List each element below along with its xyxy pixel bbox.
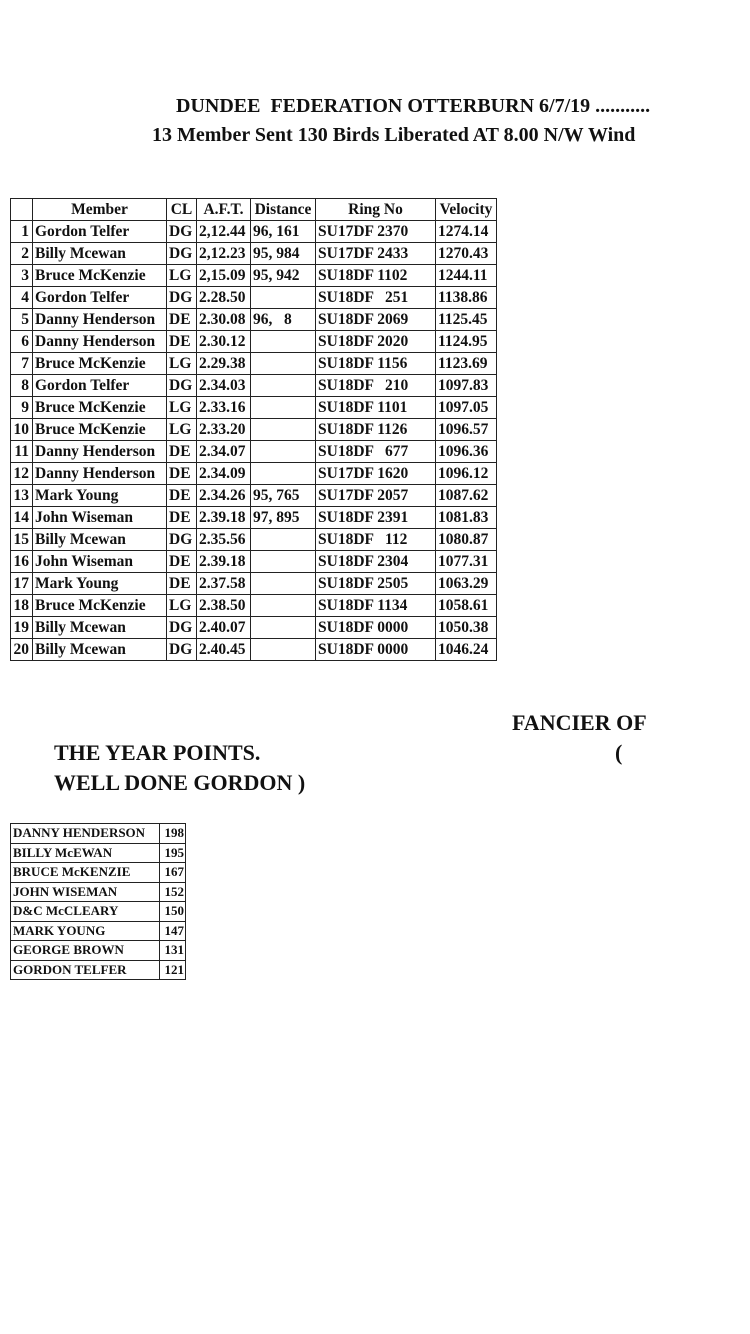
table-row <box>11 287 497 309</box>
cell-cl: DE <box>167 485 197 507</box>
race-subtitle: 13 Member Sent 130 Birds Liberated AT 8.00 N/W Wind <box>152 124 636 146</box>
cell-ring-no: SU18DF 2505 <box>316 573 436 595</box>
cell-velocity: 1274.14 <box>436 221 497 243</box>
cell-ring-no: SU18DF 1134 <box>316 595 436 617</box>
table-row <box>11 639 497 661</box>
table-row <box>11 595 497 617</box>
cell-distance: 97, 895 <box>251 507 316 529</box>
col-cl: CL <box>167 199 197 221</box>
cell-member: Gordon Telfer <box>33 221 167 243</box>
col-position <box>11 199 33 221</box>
points-member: GEORGE BROWN <box>11 941 160 961</box>
cell-distance <box>251 397 316 419</box>
cell-aft: 2.29.38 <box>197 353 251 375</box>
cell-member: Danny Henderson <box>33 309 167 331</box>
cell-velocity: 1097.83 <box>436 375 497 397</box>
cell-velocity: 1081.83 <box>436 507 497 529</box>
cell-cl: LG <box>167 419 197 441</box>
col-velocity: Velocity <box>436 199 497 221</box>
cell-velocity: 1138.86 <box>436 287 497 309</box>
cell-position: 8 <box>11 375 33 397</box>
cell-aft: 2.33.16 <box>197 397 251 419</box>
cell-member: Danny Henderson <box>33 331 167 353</box>
table-row <box>11 485 497 507</box>
cell-aft: 2.39.18 <box>197 507 251 529</box>
cell-position: 2 <box>11 243 33 265</box>
points-row <box>11 863 186 883</box>
col-member: Member <box>33 199 167 221</box>
cell-cl: DE <box>167 441 197 463</box>
points-value: 152 <box>160 882 186 902</box>
cell-aft: 2.34.09 <box>197 463 251 485</box>
col-distance: Distance <box>251 199 316 221</box>
cell-distance: 95, 942 <box>251 265 316 287</box>
cell-aft: 2,12.44 <box>197 221 251 243</box>
cell-ring-no: SU18DF 677 <box>316 441 436 463</box>
cell-velocity: 1096.12 <box>436 463 497 485</box>
cell-aft: 2.34.07 <box>197 441 251 463</box>
table-row <box>11 529 497 551</box>
cell-aft: 2.30.08 <box>197 309 251 331</box>
cell-member: Gordon Telfer <box>33 287 167 309</box>
cell-position: 6 <box>11 331 33 353</box>
cell-ring-no: SU18DF 2020 <box>316 331 436 353</box>
cell-aft: 2.28.50 <box>197 287 251 309</box>
table-row <box>11 309 497 331</box>
cell-distance: 95, 984 <box>251 243 316 265</box>
points-member: MARK YOUNG <box>11 921 160 941</box>
points-member: DANNY HENDERSON <box>11 824 160 844</box>
points-value: 195 <box>160 843 186 863</box>
cell-cl: DE <box>167 309 197 331</box>
cell-velocity: 1124.95 <box>436 331 497 353</box>
fancier-heading-line3: WELL DONE GORDON ) <box>54 770 306 795</box>
cell-aft: 2.39.18 <box>197 551 251 573</box>
cell-velocity: 1096.57 <box>436 419 497 441</box>
cell-aft: 2.38.50 <box>197 595 251 617</box>
table-row <box>11 243 497 265</box>
table-row <box>11 375 497 397</box>
cell-ring-no: SU18DF 251 <box>316 287 436 309</box>
cell-velocity: 1046.24 <box>436 639 497 661</box>
points-row <box>11 902 186 922</box>
table-row <box>11 221 497 243</box>
cell-distance <box>251 595 316 617</box>
cell-position: 12 <box>11 463 33 485</box>
table-row <box>11 353 497 375</box>
cell-member: Gordon Telfer <box>33 375 167 397</box>
cell-member: Bruce McKenzie <box>33 595 167 617</box>
cell-aft: 2.40.07 <box>197 617 251 639</box>
cell-ring-no: SU17DF 2433 <box>316 243 436 265</box>
table-row <box>11 507 497 529</box>
cell-cl: DG <box>167 221 197 243</box>
cell-cl: DG <box>167 529 197 551</box>
cell-distance <box>251 353 316 375</box>
cell-cl: DG <box>167 639 197 661</box>
points-value: 198 <box>160 824 186 844</box>
cell-position: 16 <box>11 551 33 573</box>
points-row <box>11 843 186 863</box>
cell-ring-no: SU18DF 0000 <box>316 617 436 639</box>
cell-ring-no: SU17DF 2370 <box>316 221 436 243</box>
cell-cl: DE <box>167 463 197 485</box>
cell-ring-no: SU18DF 1101 <box>316 397 436 419</box>
results-header-row <box>11 199 497 221</box>
cell-member: Billy Mcewan <box>33 529 167 551</box>
cell-velocity: 1125.45 <box>436 309 497 331</box>
cell-cl: LG <box>167 265 197 287</box>
results-table <box>10 198 497 661</box>
cell-distance <box>251 639 316 661</box>
cell-ring-no: SU17DF 2057 <box>316 485 436 507</box>
cell-velocity: 1077.31 <box>436 551 497 573</box>
points-member: D&C McCLEARY <box>11 902 160 922</box>
cell-distance <box>251 573 316 595</box>
cell-distance <box>251 419 316 441</box>
cell-ring-no: SU18DF 112 <box>316 529 436 551</box>
table-row <box>11 419 497 441</box>
table-row <box>11 397 497 419</box>
cell-velocity: 1050.38 <box>436 617 497 639</box>
cell-velocity: 1080.87 <box>436 529 497 551</box>
points-member: JOHN WISEMAN <box>11 882 160 902</box>
cell-ring-no: SU18DF 2304 <box>316 551 436 573</box>
race-title: DUNDEE FEDERATION OTTERBURN 6/7/19 ........... <box>176 95 651 117</box>
points-member: GORDON TELFER <box>11 960 160 980</box>
cell-member: Danny Henderson <box>33 441 167 463</box>
cell-position: 19 <box>11 617 33 639</box>
cell-member: Bruce McKenzie <box>33 419 167 441</box>
cell-distance <box>251 287 316 309</box>
cell-member: Mark Young <box>33 573 167 595</box>
cell-member: Bruce McKenzie <box>33 265 167 287</box>
points-table <box>10 823 186 980</box>
cell-aft: 2,15.09 <box>197 265 251 287</box>
cell-member: John Wiseman <box>33 551 167 573</box>
fancier-paren-open: ( <box>615 740 623 765</box>
cell-ring-no: SU18DF 1126 <box>316 419 436 441</box>
cell-aft: 2.33.20 <box>197 419 251 441</box>
points-value: 121 <box>160 960 186 980</box>
cell-cl: LG <box>167 353 197 375</box>
cell-aft: 2.34.03 <box>197 375 251 397</box>
cell-member: Billy Mcewan <box>33 243 167 265</box>
cell-velocity: 1244.11 <box>436 265 497 287</box>
cell-distance <box>251 529 316 551</box>
table-row <box>11 551 497 573</box>
cell-ring-no: SU17DF 1620 <box>316 463 436 485</box>
cell-velocity: 1270.43 <box>436 243 497 265</box>
cell-distance <box>251 551 316 573</box>
cell-distance <box>251 441 316 463</box>
cell-position: 15 <box>11 529 33 551</box>
cell-cl: DG <box>167 243 197 265</box>
cell-distance <box>251 375 316 397</box>
table-row <box>11 617 497 639</box>
points-value: 150 <box>160 902 186 922</box>
cell-aft: 2.35.56 <box>197 529 251 551</box>
cell-cl: DG <box>167 617 197 639</box>
cell-position: 7 <box>11 353 33 375</box>
cell-cl: DG <box>167 375 197 397</box>
cell-cl: DE <box>167 573 197 595</box>
cell-distance: 96, 8 <box>251 309 316 331</box>
cell-ring-no: SU18DF 2391 <box>316 507 436 529</box>
cell-ring-no: SU18DF 1102 <box>316 265 436 287</box>
table-row <box>11 441 497 463</box>
cell-cl: DE <box>167 551 197 573</box>
cell-velocity: 1123.69 <box>436 353 497 375</box>
cell-position: 17 <box>11 573 33 595</box>
cell-member: Billy Mcewan <box>33 617 167 639</box>
points-member: BRUCE McKENZIE <box>11 863 160 883</box>
cell-position: 18 <box>11 595 33 617</box>
points-value: 167 <box>160 863 186 883</box>
points-row <box>11 882 186 902</box>
points-member: BILLY McEWAN <box>11 843 160 863</box>
cell-velocity: 1087.62 <box>436 485 497 507</box>
cell-position: 11 <box>11 441 33 463</box>
cell-aft: 2.37.58 <box>197 573 251 595</box>
cell-distance <box>251 331 316 353</box>
points-value: 147 <box>160 921 186 941</box>
cell-ring-no: SU18DF 0000 <box>316 639 436 661</box>
cell-cl: DE <box>167 331 197 353</box>
cell-cl: LG <box>167 397 197 419</box>
col-ring-no: Ring No <box>316 199 436 221</box>
cell-velocity: 1096.36 <box>436 441 497 463</box>
cell-position: 13 <box>11 485 33 507</box>
cell-member: Bruce McKenzie <box>33 353 167 375</box>
cell-aft: 2.34.26 <box>197 485 251 507</box>
cell-member: Danny Henderson <box>33 463 167 485</box>
cell-cl: DG <box>167 287 197 309</box>
cell-distance <box>251 463 316 485</box>
cell-position: 4 <box>11 287 33 309</box>
cell-position: 9 <box>11 397 33 419</box>
cell-distance: 95, 765 <box>251 485 316 507</box>
cell-velocity: 1097.05 <box>436 397 497 419</box>
cell-position: 5 <box>11 309 33 331</box>
cell-velocity: 1058.61 <box>436 595 497 617</box>
cell-position: 3 <box>11 265 33 287</box>
cell-aft: 2,12.23 <box>197 243 251 265</box>
points-row <box>11 941 186 961</box>
table-row <box>11 331 497 353</box>
col-aft: A.F.T. <box>197 199 251 221</box>
cell-aft: 2.30.12 <box>197 331 251 353</box>
points-row <box>11 921 186 941</box>
cell-ring-no: SU18DF 210 <box>316 375 436 397</box>
points-row <box>11 824 186 844</box>
table-row <box>11 265 497 287</box>
cell-member: Billy Mcewan <box>33 639 167 661</box>
cell-position: 14 <box>11 507 33 529</box>
fancier-heading-line1: FANCIER OF <box>512 710 647 735</box>
cell-ring-no: SU18DF 1156 <box>316 353 436 375</box>
cell-ring-no: SU18DF 2069 <box>316 309 436 331</box>
cell-velocity: 1063.29 <box>436 573 497 595</box>
cell-cl: LG <box>167 595 197 617</box>
cell-position: 1 <box>11 221 33 243</box>
cell-aft: 2.40.45 <box>197 639 251 661</box>
cell-position: 20 <box>11 639 33 661</box>
cell-position: 10 <box>11 419 33 441</box>
points-row <box>11 960 186 980</box>
table-row <box>11 463 497 485</box>
cell-cl: DE <box>167 507 197 529</box>
cell-distance: 96, 161 <box>251 221 316 243</box>
table-row <box>11 573 497 595</box>
cell-member: John Wiseman <box>33 507 167 529</box>
cell-member: Bruce McKenzie <box>33 397 167 419</box>
points-value: 131 <box>160 941 186 961</box>
fancier-heading-line2: THE YEAR POINTS. <box>54 740 261 765</box>
cell-member: Mark Young <box>33 485 167 507</box>
cell-distance <box>251 617 316 639</box>
